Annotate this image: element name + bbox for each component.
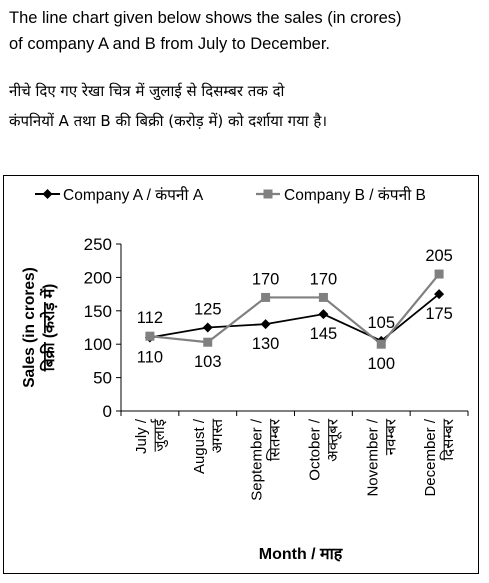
series-b-data-label: 170: [251, 270, 280, 289]
series-a-data-label: 105: [367, 313, 396, 332]
series-a-point: [261, 319, 271, 329]
x-tick-label-line: July /: [132, 419, 150, 455]
intro-english: [9, 5, 484, 57]
x-tick-label-line: जुलाई: [150, 419, 168, 452]
x-tick-label-line: दिसम्बर: [440, 419, 458, 461]
intro-hindi-line-2: कंपनियों A तथा B की बिक्री (करोड़ में) को दर्शाया गया है।: [9, 112, 328, 130]
series-a-point: [203, 323, 213, 333]
y-tick-label: 200: [83, 268, 112, 288]
series-a-data-label: 110: [136, 348, 164, 367]
x-tick-label-line: August /: [190, 419, 208, 475]
series-b-data-label: 205: [425, 247, 453, 266]
series-b-point: [319, 293, 328, 302]
series-b-data-label: 100: [367, 355, 396, 374]
x-tick-label: [133, 418, 169, 454]
line-chart: [4, 176, 478, 573]
x-tick-label-line: December /: [422, 419, 440, 497]
series-b-point: [435, 270, 444, 279]
x-tick-label-line: अगस्त: [208, 419, 226, 454]
x-tick-label-line: सितम्बर: [266, 419, 284, 462]
x-axis-title: Month / माह: [258, 546, 343, 563]
intro-hindi: [9, 76, 484, 136]
series-b-data-label: 170: [309, 270, 338, 289]
series-b-data-label: 103: [193, 353, 222, 372]
series-b-point: [377, 340, 386, 349]
chart-frame: [3, 175, 479, 574]
series-a-data-label: 175: [425, 305, 453, 324]
y-tick-label: 0: [102, 402, 112, 421]
x-tick-label-line: September /: [248, 419, 266, 501]
y-axis-title-line: बिक्री (करोड़ में): [41, 283, 58, 372]
x-tick-label-line: अक्तूबर: [324, 419, 342, 462]
intro-english-line-1: The line chart given below shows the sales (in crores): [9, 9, 402, 27]
series-a-data-label: 125: [193, 300, 222, 319]
x-tick-label: [364, 418, 399, 496]
intro-english-line-2: of company A and B from July to December.: [9, 35, 330, 53]
y-axis-title: [21, 267, 58, 388]
y-tick-label: 150: [83, 301, 112, 321]
x-tick-label: [422, 418, 457, 496]
intro-hindi-line-1: नीचे दिए गए रेखा चित्र में जुलाई से दिसम्बर तक दो: [9, 82, 285, 100]
series-a-data-label: 145: [309, 325, 338, 344]
series-b-point: [261, 293, 270, 302]
series-b-point: [145, 332, 154, 341]
x-tick-label: [191, 418, 226, 474]
series-a-data-label: 130: [251, 335, 280, 354]
legend-b-label: Company B / कंपनी B: [284, 187, 426, 204]
x-tick-label: [306, 418, 342, 481]
series-b-data-label: 112: [136, 309, 164, 328]
legend-b-marker: [264, 190, 273, 199]
series-b-point: [203, 338, 212, 347]
y-tick-label: 100: [83, 335, 112, 355]
x-tick-label-line: नवम्बर: [382, 419, 400, 456]
legend-a-label: Company A / कंपनी A: [63, 187, 204, 204]
x-tick-label-line: October /: [306, 419, 324, 481]
y-tick-label: 250: [83, 235, 112, 254]
y-tick-label: 50: [93, 368, 112, 388]
x-tick-label: [249, 418, 284, 501]
legend-a-marker: [43, 189, 53, 199]
y-axis-title-line: Sales (in crores): [21, 267, 38, 388]
series-a-point: [318, 309, 328, 319]
x-tick-label-line: November /: [364, 419, 382, 497]
